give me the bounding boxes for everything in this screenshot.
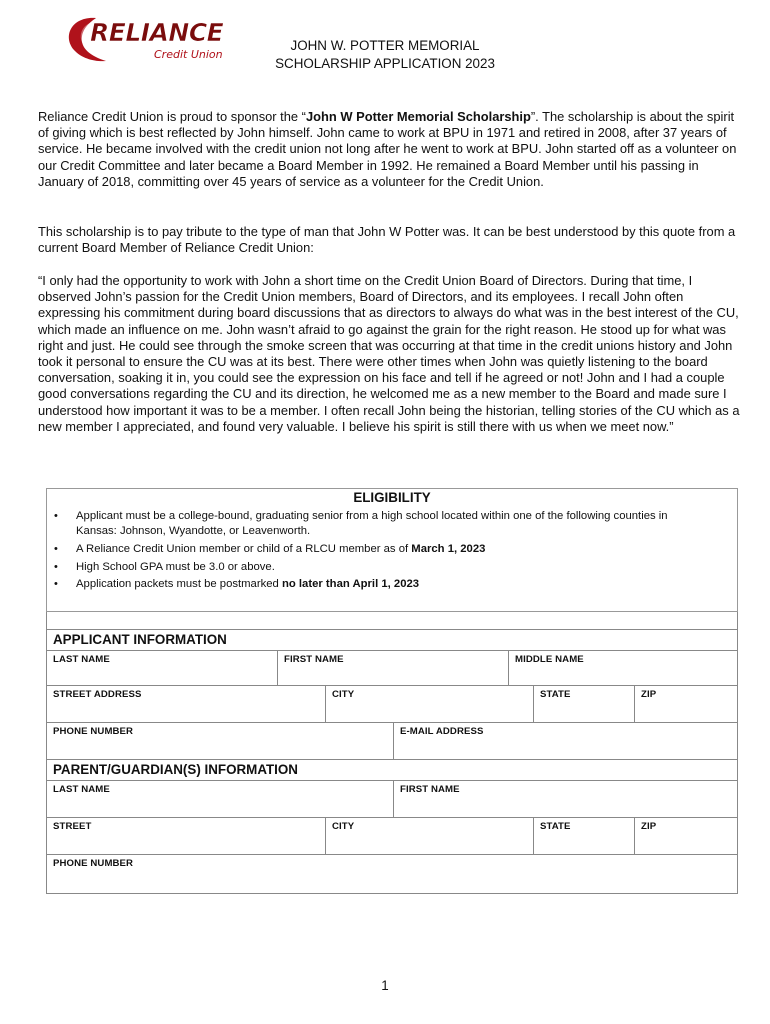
- guardian-city-field[interactable]: [326, 818, 534, 854]
- form-spacer: [47, 612, 737, 630]
- eligibility-item-bold: no later than April 1, 2023: [281, 578, 420, 591]
- tribute-paragraph: This scholarship is to pay tribute to the type of man that John W Potter was. It can be best understood by this quote from a current Board Member of Reliance Credit Union:: [38, 224, 736, 256]
- field-label: MIDDLE NAME: [515, 654, 584, 665]
- guardian-street-field[interactable]: [47, 818, 326, 854]
- applicant-info-heading: APPLICANT INFORMATION: [47, 630, 737, 651]
- applicant-first-name-field[interactable]: [278, 651, 509, 685]
- eligibility-item-text: Application packets must be postmarked: [76, 578, 282, 591]
- applicant-email-field[interactable]: [394, 723, 737, 759]
- guardian-state-field[interactable]: [534, 818, 635, 854]
- eligibility-item: [47, 577, 737, 592]
- guardian-name-row: [47, 781, 737, 818]
- applicant-zip-field[interactable]: [635, 686, 737, 722]
- applicant-state-field[interactable]: [534, 686, 635, 722]
- applicant-phone-field[interactable]: [47, 723, 394, 759]
- logo-subtitle: Credit Union: [154, 48, 223, 61]
- applicant-city-field[interactable]: [326, 686, 534, 722]
- scholarship-name: John W Potter Memorial Scholarship: [305, 109, 531, 124]
- page-number: 1: [381, 978, 389, 993]
- eligibility-heading: ELIGIBILITY: [353, 490, 431, 505]
- bullet-icon: •: [54, 560, 58, 573]
- title-line-1: JOHN W. POTTER MEMORIAL: [290, 38, 480, 53]
- field-label: PHONE NUMBER: [53, 726, 134, 737]
- reliance-logo: [62, 12, 237, 66]
- applicant-address-row: [47, 686, 737, 723]
- field-label: ZIP: [641, 821, 657, 832]
- field-label: FIRST NAME: [284, 654, 344, 665]
- field-label: STREET ADDRESS: [53, 689, 142, 700]
- field-label: CITY: [332, 821, 355, 832]
- applicant-street-field[interactable]: [47, 686, 326, 722]
- page-title: [240, 37, 530, 73]
- eligibility-item-bold: March 1, 2023: [411, 543, 486, 555]
- guardian-zip-field[interactable]: [635, 818, 737, 854]
- field-label: FIRST NAME: [400, 784, 460, 795]
- guardian-first-name-field[interactable]: [394, 781, 737, 817]
- guardian-last-name-field[interactable]: [47, 781, 394, 817]
- guardian-phone-field[interactable]: [47, 855, 737, 893]
- applicant-name-row: [47, 651, 737, 686]
- applicant-middle-name-field[interactable]: [509, 651, 737, 685]
- intro-text-start: Reliance Credit Union is proud to sponsor the “: [38, 109, 306, 124]
- guardian-address-row: [47, 818, 737, 855]
- field-label: E-MAIL ADDRESS: [400, 726, 484, 737]
- intro-text-rest: ”. The scholarship is about the spirit of giving which is best reflected by John himself. John came to work at BPU in 1971 and retired in 2008, after 37 years of service. He became involved with the credit union not long after he went to work at BPU. John started off as a volunteer on our Credit Committee and later became a Board Member in 1992. He remained a Board Member until his passing in January of 2018, committing over 45 years of service as a volunteer for the Credit Union.: [38, 109, 737, 189]
- title-line-2: SCHOLARSHIP APPLICATION 2023: [275, 56, 495, 71]
- eligibility-item: [47, 509, 737, 540]
- guardian-phone-row: [47, 855, 737, 893]
- bullet-icon: •: [54, 510, 58, 522]
- field-label: CITY: [332, 689, 355, 700]
- eligibility-item: [47, 560, 737, 575]
- eligibility-item-text: High School GPA must be 3.0 or above.: [76, 560, 275, 573]
- applicant-contact-row: [47, 723, 737, 760]
- application-form: [46, 612, 738, 894]
- field-label: PHONE NUMBER: [53, 858, 134, 869]
- field-label: ZIP: [641, 689, 657, 700]
- intro-paragraph: [38, 109, 744, 190]
- field-label: STATE: [540, 689, 571, 700]
- eligibility-list: [47, 509, 737, 593]
- applicant-last-name-field[interactable]: [47, 651, 278, 685]
- eligibility-item-text: A Reliance Credit Union member or child of a RLCU member as of: [76, 543, 412, 555]
- field-label: STATE: [540, 821, 571, 832]
- guardian-info-heading: PARENT/GUARDIAN(S) INFORMATION: [47, 760, 737, 781]
- eligibility-item: [47, 542, 737, 557]
- field-label: LAST NAME: [53, 654, 110, 665]
- eligibility-item-text: Applicant must be a college-bound, graduating senior from a high school located within one of the following counties in Kansas: Johnson, Wyandotte, or Leavenworth.: [76, 510, 668, 538]
- logo-wordmark: RELIANCE: [90, 18, 224, 47]
- field-label: LAST NAME: [53, 784, 110, 795]
- bullet-icon: •: [54, 578, 58, 591]
- quote-paragraph: “I only had the opportunity to work with John a short time on the Credit Union Board of Directors. During that time, I observed John’s passion for the Credit Union members, Board of Directors, and its employees. I recall John often expressing his commitment during board discussions that as directors to always do what was in the best interest of the CU, which made an influence on me. John wasn’t afraid to go against the grain for the right reason. He stood up for what was right and just. He could see through the smoke screen that was occurring at that time in the credit unions history and John took it personal to ensure the CU was at its best. There were other times when John was quietly listening to the board conversation, soaking it in, you could see the expression on his face and tell if he agreed or not! John and I had a couple good conversations regarding the CU and its direction, he welcomed me as a new member to the Board and made sure I understood how important it was to be a member. I often recall John being the historian, telling stories of the CU which as a new member I appreciated, and found very valuable. I believe his spirit is still there with us when we meet now.”: [38, 273, 740, 434]
- field-label: STREET: [53, 821, 92, 832]
- bullet-icon: •: [54, 543, 58, 555]
- eligibility-box: [46, 488, 738, 612]
